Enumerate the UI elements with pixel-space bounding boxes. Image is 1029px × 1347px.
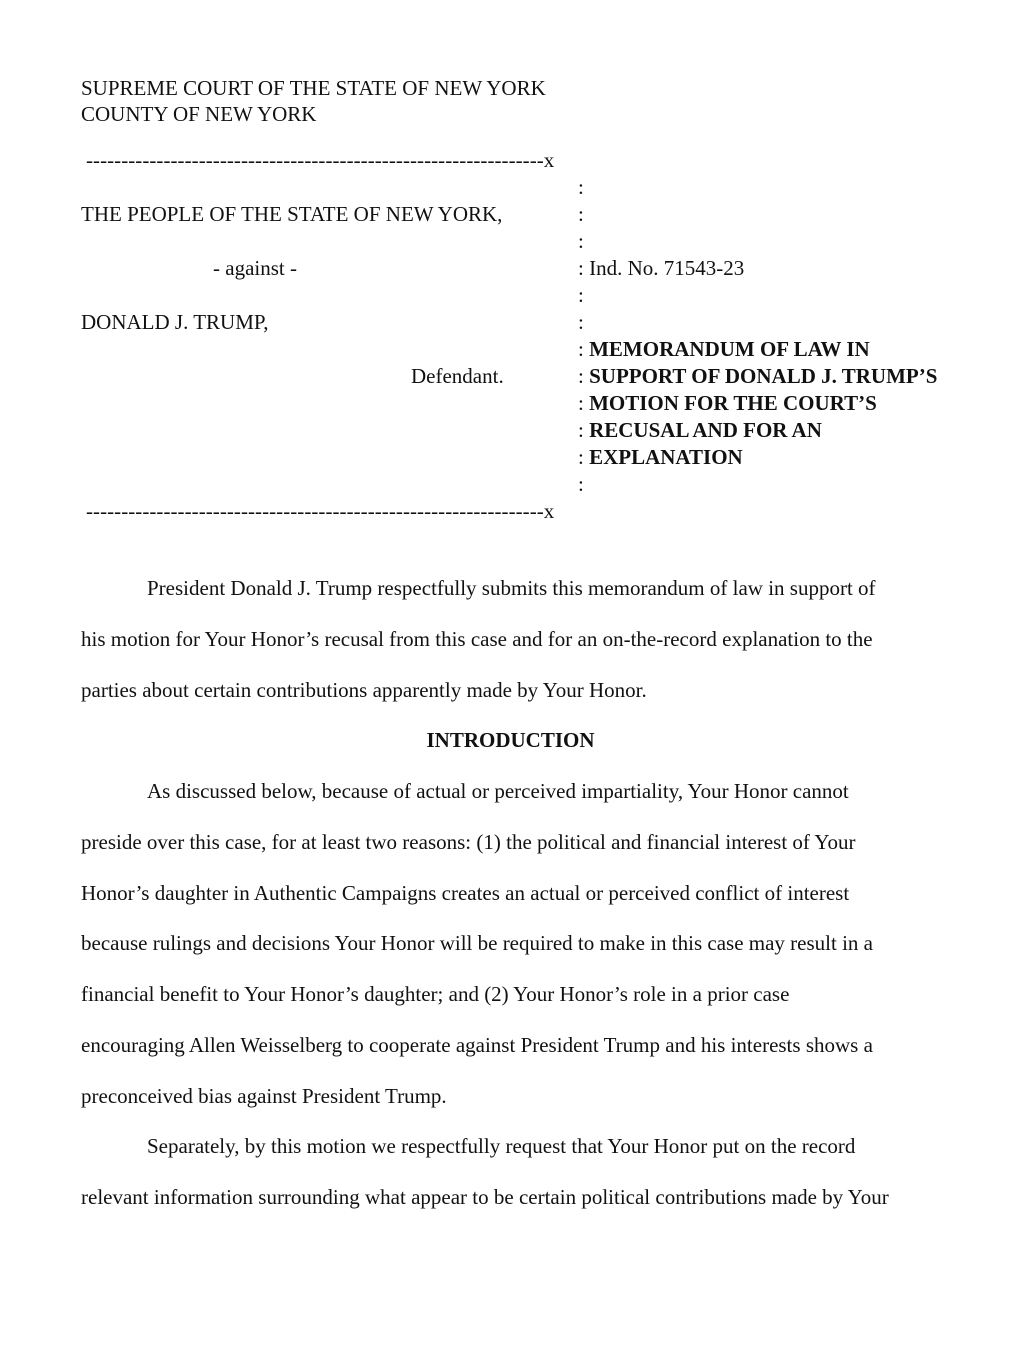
document-title-line bbox=[578, 336, 870, 363]
paragraph-line: preconceived bias against President Trump. bbox=[81, 1084, 447, 1108]
document-title-text: MOTION FOR THE COURT’S bbox=[589, 391, 877, 415]
court-heading bbox=[81, 75, 546, 127]
paragraph-line: his motion for Your Honor’s recusal from this case and for an on-the-record explanation to the bbox=[81, 627, 873, 651]
against-label: - against - bbox=[213, 256, 297, 280]
defendant-name: DONALD J. TRUMP, bbox=[81, 310, 269, 334]
caption-colon: : bbox=[578, 418, 584, 442]
document-title-text: MEMORANDUM OF LAW IN bbox=[589, 337, 870, 361]
paragraph-line: financial benefit to Your Honor’s daughter; and (2) Your Honor’s role in a prior case bbox=[81, 982, 790, 1006]
caption-colon: : bbox=[578, 202, 584, 226]
document-title-text: SUPPORT OF DONALD J. TRUMP’S bbox=[589, 364, 938, 388]
document-title-text: RECUSAL AND FOR AN bbox=[589, 418, 822, 442]
document-title-line bbox=[578, 363, 937, 390]
defendant-label: Defendant. bbox=[411, 364, 504, 388]
paragraph-line: because rulings and decisions Your Honor will be required to make in this case may result in a bbox=[81, 931, 873, 955]
caption-colon: : bbox=[578, 391, 584, 415]
paragraph-line: As discussed below, because of actual or perceived impartiality, Your Honor cannot bbox=[147, 779, 849, 803]
caption-colon: : bbox=[578, 175, 584, 199]
caption-colon: : bbox=[578, 337, 584, 361]
paragraph-line: relevant information surrounding what appear to be certain political contributions made by Your bbox=[81, 1185, 889, 1209]
caption-colon: : bbox=[578, 472, 584, 496]
paragraph-line: President Donald J. Trump respectfully submits this memorandum of law in support of bbox=[147, 576, 876, 600]
section-heading: INTRODUCTION bbox=[426, 728, 595, 752]
index-number: : Ind. No. 71543-23 bbox=[578, 256, 745, 280]
paragraph-line: parties about certain contributions apparently made by Your Honor. bbox=[81, 678, 647, 702]
caption-rule-top: -----------------------------------------------------------------x bbox=[86, 148, 555, 172]
document-title-line bbox=[578, 417, 822, 444]
caption-rule-bottom: -----------------------------------------------------------------x bbox=[86, 499, 555, 523]
caption-colon: : bbox=[578, 445, 584, 469]
document-title-line bbox=[578, 444, 743, 471]
caption-colon: : bbox=[578, 364, 584, 388]
plaintiff-name: THE PEOPLE OF THE STATE OF NEW YORK, bbox=[81, 202, 503, 226]
paragraph-line: Separately, by this motion we respectfully request that Your Honor put on the record bbox=[147, 1134, 856, 1158]
document-title-line bbox=[578, 390, 877, 417]
document-title-text: EXPLANATION bbox=[589, 445, 743, 469]
paragraph-line: encouraging Allen Weisselberg to cooperate against President Trump and his interests shows a bbox=[81, 1033, 873, 1057]
paragraph-line: preside over this case, for at least two reasons: (1) the political and financial interest of Your bbox=[81, 830, 856, 854]
county-name: COUNTY OF NEW YORK bbox=[81, 102, 317, 126]
caption-colon: : bbox=[578, 310, 584, 334]
court-name: SUPREME COURT OF THE STATE OF NEW YORK bbox=[81, 76, 546, 100]
caption-colon: : bbox=[578, 229, 584, 253]
paragraph-line: Honor’s daughter in Authentic Campaigns creates an actual or perceived conflict of interest bbox=[81, 881, 850, 905]
caption-colon: : bbox=[578, 283, 584, 307]
